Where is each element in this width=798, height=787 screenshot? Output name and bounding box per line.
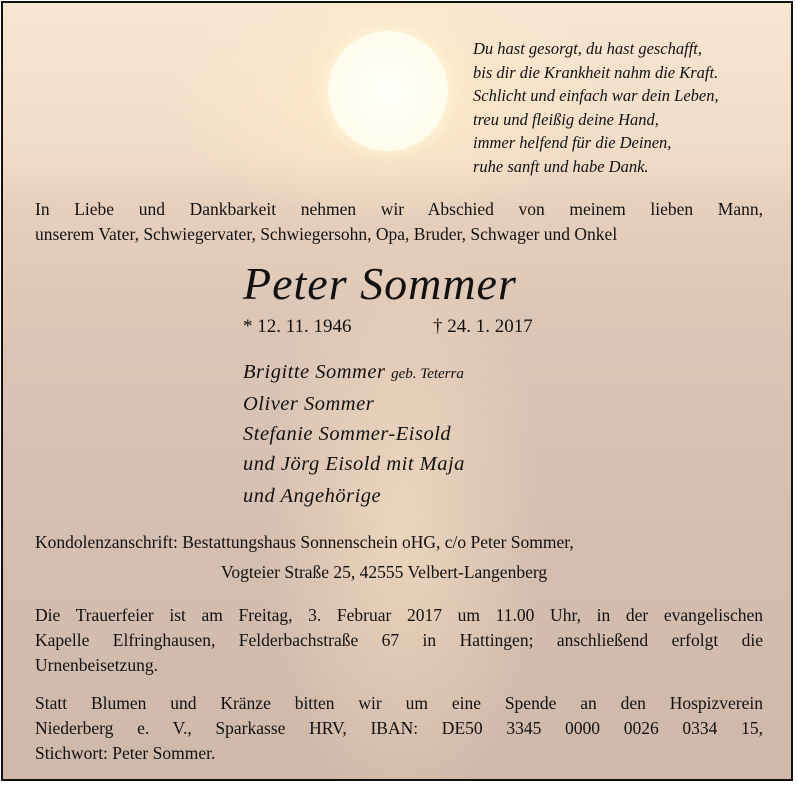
poem-line: Schlicht und einfach war dein Leben, [473, 86, 719, 105]
birth-name: geb. Teterra [391, 366, 464, 382]
donation-line: Stichwort: Peter Sommer. [35, 743, 216, 763]
family-member: und Jörg Eisold mit Maja [243, 453, 465, 475]
service-line: Urnenbeisetzung. [35, 655, 158, 675]
poem [473, 37, 793, 178]
service-line: Die Trauerfeier ist am Freitag, 3. Februar 2017 um 11.00 Uhr, in der evangelischen [35, 605, 763, 625]
birth-date: * 12. 11. 1946 [243, 316, 352, 337]
condolence-street: Vogteier Straße 25, 42555 Velbert-Langenberg [221, 562, 548, 582]
family-member: Stefanie Sommer-Eisold [243, 423, 452, 445]
family-member: Oliver Sommer [243, 393, 375, 415]
condolence-line: Kondolenzanschrift: Bestattungshaus Sonnenschein oHG, c/o Peter Sommer, [35, 532, 574, 552]
deceased-name: Peter Sommer [243, 258, 517, 309]
intro-line: In Liebe und Dankbarkeit nehmen wir Abschied von meinem lieben Mann, [35, 199, 763, 219]
intro-text [35, 197, 763, 247]
poem-line: bis dir die Krankheit nahm die Kraft. [473, 62, 719, 82]
poem-line: Du hast gesorgt, du hast geschafft, [473, 39, 703, 58]
service-line: Kapelle Elfringhausen, Felderbachstraße 67 in Hattingen; anschließend erfolgt die [35, 630, 763, 650]
condolence-address [35, 527, 574, 587]
life-dates [243, 316, 533, 338]
wife-name: Brigitte Sommer [243, 361, 386, 383]
poem-line: treu und fleißig deine Hand, [473, 109, 659, 129]
intro-line: unserem Vater, Schwiegervater, Schwiegersohn, Opa, Bruder, Schwager und Onkel [35, 224, 618, 244]
sun-image [328, 31, 448, 151]
death-date: † 24. 1. 2017 [433, 316, 533, 337]
donation-line: Statt Blumen und Kränze bitten wir um eine Spende an den Hospizverein [35, 693, 763, 713]
donation-line: Niederberg e. V., Sparkasse HRV, IBAN: DE50 3345 0000 0026 0334 15, [35, 718, 763, 738]
family-closing: und Angehörige [243, 485, 382, 507]
poem-line: ruhe sanft und habe Dank. [473, 156, 649, 176]
family-list [243, 357, 465, 511]
obituary-notice [1, 1, 793, 781]
poem-line: immer helfend für die Deinen, [473, 133, 672, 152]
service-paragraph [35, 603, 763, 678]
family-member [243, 357, 465, 389]
donation-paragraph [35, 691, 763, 766]
